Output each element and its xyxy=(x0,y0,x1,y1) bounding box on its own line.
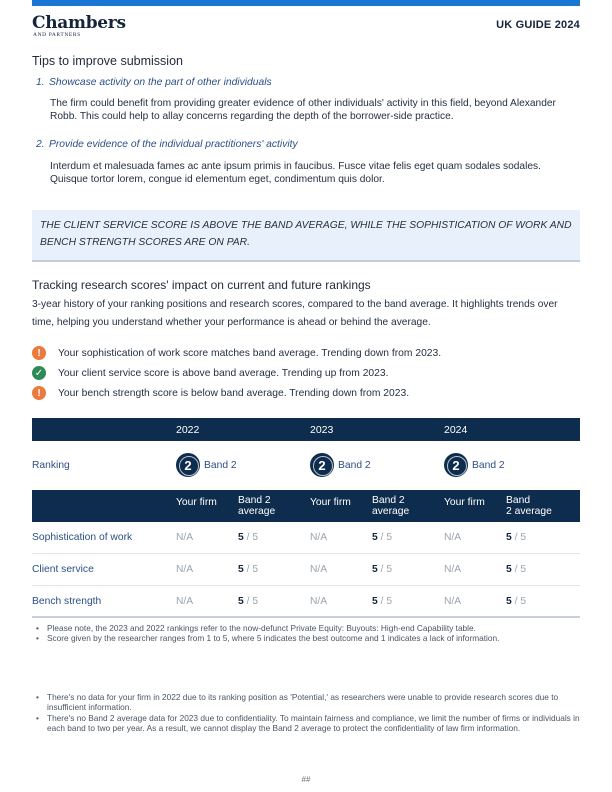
band-icon: 2 xyxy=(310,453,334,477)
firm-score: N/A xyxy=(176,564,194,575)
col-band-average-line2: average xyxy=(372,506,410,517)
note-item: • There's no data for your firm in 2022 due to its ranking position as 'Potential,' as researchers were unable to provide research scores due to insufficient information. xyxy=(36,692,581,713)
trend-text: Your bench strength score is below band average. Trending down from 2023. xyxy=(58,387,410,399)
score-suffix: / 5 xyxy=(243,564,259,575)
band-score xyxy=(238,596,258,607)
tip-title-text: Showcase activity on the part of other individuals xyxy=(49,77,272,88)
tip-number: 2. xyxy=(36,139,45,150)
column-header-bar xyxy=(32,490,580,522)
year-label: 2023 xyxy=(310,424,334,436)
band-score-value: 5 xyxy=(372,564,378,575)
tip-number: 1. xyxy=(36,77,45,88)
check-icon: ✓ xyxy=(32,366,46,380)
band-score-value: 5 xyxy=(238,596,244,607)
firm-score: N/A xyxy=(310,532,328,543)
band-score xyxy=(372,532,392,543)
band-label: Band 2 xyxy=(472,459,505,471)
logo-subtitle: AND PARTNERS xyxy=(33,32,81,38)
summary-callout: THE CLIENT SERVICE SCORE IS ABOVE THE BAND AVERAGE, WHILE THE SOPHISTICATION OF WORK AND BENCH STRENGTH SCORES ARE ON PAR. xyxy=(32,210,580,262)
trend-item xyxy=(32,385,409,401)
band-score xyxy=(238,532,258,543)
logo-wordmark: Chambers xyxy=(32,13,126,33)
year-label: 2022 xyxy=(176,424,200,436)
band-score xyxy=(372,564,392,575)
warning-icon: ! xyxy=(32,346,46,360)
band-score-value: 5 xyxy=(372,596,378,607)
table-row xyxy=(32,522,580,554)
band-score xyxy=(372,596,392,607)
tips-heading: Tips to improve submission xyxy=(32,54,183,68)
firm-score: N/A xyxy=(310,564,328,575)
score-suffix: / 5 xyxy=(243,596,259,607)
trend-item xyxy=(32,365,388,381)
row-label: Client service xyxy=(32,564,94,575)
table-row xyxy=(32,586,580,618)
chambers-logo xyxy=(32,15,126,39)
warning-icon: ! xyxy=(32,386,46,400)
band-icon: 2 xyxy=(444,453,468,477)
guide-title: UK GUIDE 2024 xyxy=(496,19,580,31)
trend-item xyxy=(32,345,441,361)
firm-score: N/A xyxy=(310,596,328,607)
score-suffix: / 5 xyxy=(377,532,393,543)
tracking-intro: 3-year history of your ranking positions and research scores, compared to the band average. It highlights trends over time, helping you understand whether your performance is ahead or behind the average. xyxy=(32,299,558,328)
score-suffix: / 5 xyxy=(243,532,259,543)
firm-score: N/A xyxy=(176,596,194,607)
col-band-average xyxy=(238,495,275,517)
score-suffix: / 5 xyxy=(377,564,393,575)
band-score-value: 5 xyxy=(506,532,512,543)
trend-text: Your sophistication of work score matches band average. Trending down from 2023. xyxy=(58,347,442,359)
band-score xyxy=(506,596,526,607)
trend-text: Your client service score is above band average. Trending up from 2023. xyxy=(58,367,389,379)
tracking-heading: Tracking research scores' impact on current and future rankings xyxy=(32,278,371,292)
firm-score: N/A xyxy=(176,532,194,543)
table-notes xyxy=(36,623,581,644)
tip-body: Interdum et malesuada fames ac ante ipsum primis in faucibus. Fusce vitae felis eget quam sodales sodales. Quisque tortor lorem, congue id elementum eget, condimentum quis dolor. xyxy=(50,161,541,186)
col-your-firm: Your firm xyxy=(310,497,351,508)
band-score-value: 5 xyxy=(238,532,244,543)
band-badge xyxy=(176,453,237,477)
band-badge xyxy=(310,453,371,477)
band-score-value: 5 xyxy=(506,596,512,607)
table-row xyxy=(32,554,580,586)
band-label: Band 2 xyxy=(338,459,371,471)
score-suffix: / 5 xyxy=(377,596,393,607)
note-item: • Please note, the 2023 and 2022 rankings refer to the now-defunct Private Equity: Buyouts: High-end Capability table. xyxy=(36,623,581,633)
col-band-average-line1: Band 2 xyxy=(238,495,271,506)
tip-title xyxy=(36,77,272,88)
year-header-bar xyxy=(32,418,580,441)
col-band-average xyxy=(506,495,552,517)
band-badge xyxy=(444,453,505,477)
band-score-value: 5 xyxy=(372,532,378,543)
col-band-average-line2: 2 average xyxy=(506,506,552,517)
band-score xyxy=(506,532,526,543)
firm-score: N/A xyxy=(444,596,462,607)
ranking-label: Ranking xyxy=(32,460,70,471)
score-suffix: / 5 xyxy=(511,596,527,607)
tip-title xyxy=(36,139,298,150)
col-band-average-line1: Band 2 xyxy=(372,495,405,506)
firm-score: N/A xyxy=(444,564,462,575)
band-score-value: 5 xyxy=(506,564,512,575)
data-availability-notes xyxy=(36,692,581,733)
col-band-average-line2: average xyxy=(238,506,276,517)
firm-score: N/A xyxy=(444,532,462,543)
band-score-value: 5 xyxy=(238,564,244,575)
row-label: Bench strength xyxy=(32,596,102,607)
band-icon: 2 xyxy=(176,453,200,477)
tip-body: The firm could benefit from providing greater evidence of other individuals' activity in this field, beyond Alexander Robb. This could help to allay concerns regarding the depth of the borrower-side practice. xyxy=(50,98,556,123)
page-footer: ## xyxy=(301,775,311,784)
band-score xyxy=(506,564,526,575)
band-label: Band 2 xyxy=(204,459,237,471)
note-item: • Score given by the researcher ranges from 1 to 5, where 5 indicates the best outcome and 1 indicates a lack of information. xyxy=(36,633,581,643)
col-band-average xyxy=(372,495,409,517)
top-accent-bar xyxy=(32,0,580,6)
col-band-average-line1: Band xyxy=(506,495,531,506)
note-item: • There's no Band 2 average data for 2023 due to confidentiality. To maintain fairness and compliance, we limit the number of firms or individuals in each band to two per year. As a result, we cannot display the Band 2 average to protect the confidentiality of law firm information. xyxy=(36,713,581,734)
band-score xyxy=(238,564,258,575)
score-suffix: / 5 xyxy=(511,532,527,543)
col-your-firm: Your firm xyxy=(176,497,217,508)
year-label: 2024 xyxy=(444,424,468,436)
tip-title-text: Provide evidence of the individual practitioners' activity xyxy=(49,139,298,150)
row-label: Sophistication of work xyxy=(32,532,133,543)
score-suffix: / 5 xyxy=(511,564,527,575)
col-your-firm: Your firm xyxy=(444,497,485,508)
